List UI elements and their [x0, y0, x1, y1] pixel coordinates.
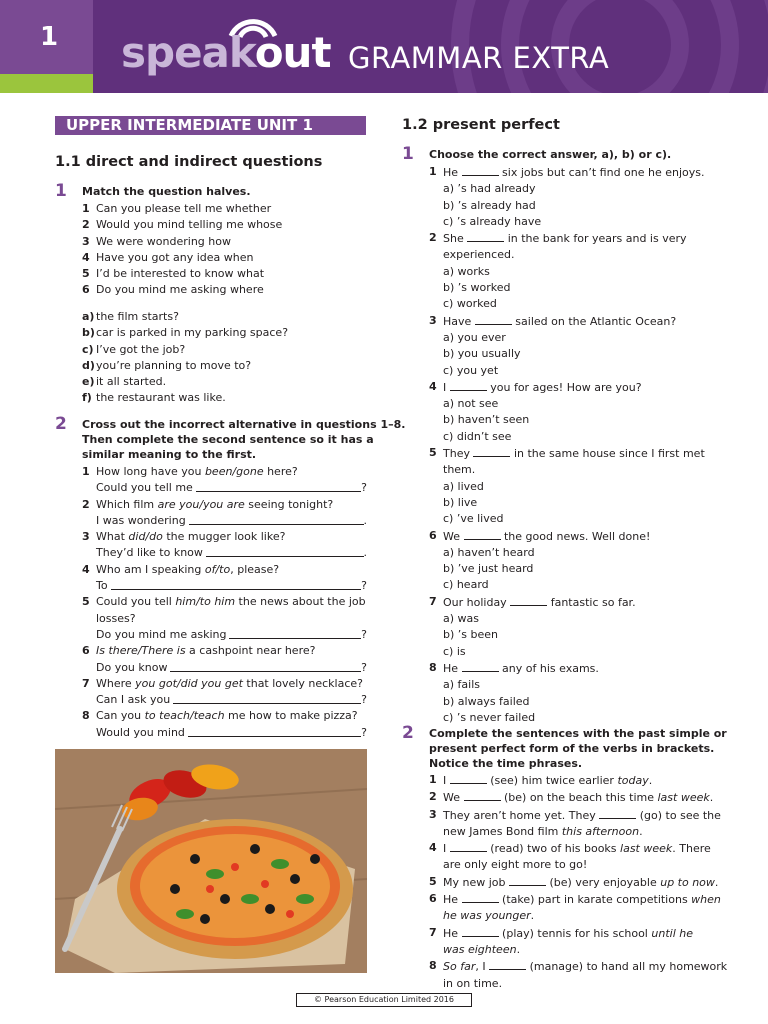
- list-item: [429, 840, 749, 857]
- answer-option[interactable]: a) works: [443, 264, 490, 278]
- rewrite-line: [82, 513, 367, 529]
- answer-option[interactable]: a) ’s had already: [443, 182, 536, 196]
- answer-option[interactable]: b) always failed: [443, 694, 530, 708]
- answer-option[interactable]: a) not see: [443, 397, 499, 411]
- item-continuation: was eighteen.: [443, 942, 521, 956]
- item-number: 5: [82, 267, 90, 281]
- item-continuation: losses?: [96, 611, 136, 625]
- list-item: [429, 379, 749, 396]
- item-text: Our holiday fantastic so far.: [443, 595, 636, 609]
- rewrite-lead: Do you mind me asking: [96, 627, 227, 641]
- item-number: 7: [82, 676, 90, 690]
- page-title: GRAMMAR EXTRA: [348, 41, 610, 75]
- item-number: 4: [429, 379, 437, 393]
- list-item: [82, 497, 367, 513]
- item-text: How long have you been/gone here?: [96, 465, 298, 478]
- item-text: the film starts?: [96, 310, 179, 323]
- answer-blank[interactable]: [173, 692, 361, 704]
- list-item: [82, 234, 282, 250]
- rewrite-lead: Would you mind: [96, 725, 185, 739]
- item-text: Who am I speaking of/to, please?: [96, 562, 280, 576]
- item-continuation: experienced.: [443, 248, 515, 262]
- list-item: [429, 660, 749, 677]
- answer-option[interactable]: b) ’s been: [443, 628, 498, 642]
- alternatives: Is there/There is: [96, 644, 186, 658]
- tab-accent: [0, 74, 93, 93]
- pizza-illustration: [55, 749, 367, 973]
- item-text: We the good news. Well done!: [443, 529, 651, 543]
- item-number: 8: [429, 660, 437, 674]
- item-number: 3: [82, 234, 90, 248]
- item-number: 5: [82, 595, 90, 609]
- item-letter: e): [82, 375, 95, 389]
- alternatives: him/to him: [175, 595, 236, 609]
- answer-blank[interactable]: [206, 545, 364, 557]
- rewrite-end: ?: [361, 481, 367, 495]
- rewrite-line: [82, 627, 367, 643]
- rewrite-end: ?: [361, 725, 367, 739]
- item-text: I (read) two of his books last week. There: [443, 842, 711, 856]
- item-text: What did/do the mugger look like?: [96, 530, 286, 544]
- answer-option[interactable]: c) didn’t see: [443, 429, 512, 443]
- question-halves-list: [82, 201, 282, 299]
- list-item: [429, 313, 749, 330]
- rewrite-line: [82, 725, 367, 741]
- item-text: We were wondering how: [96, 234, 231, 248]
- list-item: [82, 217, 282, 233]
- exercise-instruction: [429, 726, 727, 771]
- list-item: [429, 164, 749, 181]
- list-item: [82, 309, 288, 325]
- answer-blank[interactable]: [464, 789, 501, 801]
- answer-option[interactable]: b) live: [443, 495, 478, 509]
- item-number: 6: [82, 283, 90, 297]
- item-letter: f): [82, 391, 92, 405]
- answer-blank[interactable]: [450, 772, 487, 784]
- list-item: [82, 325, 288, 341]
- item-number: 2: [429, 790, 437, 804]
- item-text: you’re planning to move to?: [96, 358, 252, 372]
- answer-option[interactable]: a) was: [443, 612, 479, 626]
- rewrite-end: ?: [361, 693, 367, 707]
- rewrite-lead: I was wondering: [96, 513, 186, 527]
- list-item: [82, 529, 367, 545]
- item-continuation: are only eight more to go!: [443, 858, 588, 872]
- alternatives: to teach/teach: [144, 709, 225, 723]
- item-text: He any of his exams.: [443, 661, 599, 675]
- answer-blank[interactable]: [467, 230, 504, 242]
- item-text: My new job (be) very enjoyable up to now.: [443, 875, 719, 889]
- list-item: [82, 250, 282, 266]
- item-number: 2: [82, 497, 90, 511]
- rewrite-line: [82, 660, 367, 676]
- brand-speak: speak: [121, 28, 255, 77]
- list-item: [429, 807, 749, 824]
- brand-logo: [121, 28, 331, 78]
- item-number: 5: [429, 874, 437, 888]
- rewrite-end: ?: [361, 627, 367, 641]
- answer-blank[interactable]: [473, 445, 510, 457]
- answer-blank[interactable]: [462, 660, 499, 672]
- rewrite-lead: To: [96, 579, 108, 593]
- answer-blank[interactable]: [509, 874, 546, 886]
- rewrite-questions-list: [82, 464, 367, 741]
- answer-blank[interactable]: [196, 480, 361, 492]
- instruction-line: Cross out the incorrect alternative in questions 1–8.: [82, 418, 406, 431]
- answer-option[interactable]: c) worked: [443, 297, 497, 311]
- item-continuation: in on time.: [443, 976, 503, 990]
- alternatives: been/gone: [204, 465, 264, 478]
- item-number: 5: [429, 446, 437, 460]
- pizza-photo: [55, 749, 367, 973]
- answer-option[interactable]: b) ’s already had: [443, 198, 536, 212]
- item-number: 3: [429, 313, 437, 327]
- item-number: 1: [429, 165, 437, 178]
- answer-blank[interactable]: [462, 925, 499, 937]
- item-text: car is parked in my parking space?: [96, 326, 289, 340]
- list-item: [82, 562, 367, 578]
- time-phrase: he was younger: [443, 909, 531, 923]
- item-text: I’d be interested to know what: [96, 267, 265, 281]
- answer-option[interactable]: c) heard: [443, 578, 489, 592]
- list-item: [429, 528, 749, 545]
- item-text: Could you tell him/to him the news about the job: [96, 595, 366, 609]
- item-text: the restaurant was like.: [96, 391, 226, 405]
- unit-title-bar: UPPER INTERMEDIATE UNIT 1: [55, 116, 366, 135]
- rewrite-line: [82, 545, 367, 561]
- rewrite-lead: Can I ask you: [96, 693, 171, 707]
- item-text: We (be) on the beach this time last week.: [443, 791, 714, 805]
- list-item: [429, 891, 749, 908]
- item-continuation: them.: [443, 463, 476, 477]
- item-number: 2: [82, 218, 90, 232]
- item-number: 1: [429, 773, 437, 786]
- exercise-instruction: Match the question halves.: [82, 185, 251, 198]
- answer-option[interactable]: c) you yet: [443, 363, 499, 377]
- rewrite-line: [82, 692, 367, 708]
- alternatives: are you/you are: [157, 497, 245, 511]
- instruction-line: similar meaning to the first.: [82, 448, 257, 461]
- exercise-number: 1: [402, 144, 414, 164]
- list-item: [82, 390, 288, 406]
- answer-blank[interactable]: [599, 807, 636, 819]
- item-number: 6: [82, 644, 90, 658]
- brand-out: out: [254, 28, 331, 77]
- copyright-footer: © Pearson Education Limited 2016: [296, 993, 472, 1007]
- answer-option[interactable]: a) haven’t heard: [443, 545, 535, 559]
- list-item: [82, 594, 367, 610]
- rewrite-lead: Could you tell me: [96, 481, 193, 495]
- answer-option[interactable]: b) haven’t seen: [443, 413, 530, 427]
- alternatives: did/do: [128, 530, 163, 544]
- time-phrase: this afternoon: [561, 824, 640, 838]
- item-text: He (take) part in karate competitions when: [443, 893, 721, 907]
- answer-blank[interactable]: [510, 594, 547, 606]
- answer-option[interactable]: a) lived: [443, 479, 484, 493]
- item-number: 3: [429, 807, 437, 821]
- time-phrase: last week: [620, 842, 673, 856]
- item-text: Would you mind telling me whose: [96, 218, 283, 232]
- item-number: 1: [82, 465, 90, 478]
- section-heading-1-2: 1.2 present perfect: [402, 117, 560, 133]
- answer-blank[interactable]: [188, 725, 361, 737]
- item-letter: d): [82, 358, 95, 372]
- list-item: [429, 772, 749, 789]
- rewrite-end: ?: [361, 579, 367, 593]
- item-text: Where you got/did you get that lovely necklace?: [96, 676, 363, 690]
- list-item: [82, 358, 288, 374]
- item-continuation: he was younger.: [443, 909, 535, 923]
- item-text: She in the bank for years and is very: [443, 232, 687, 246]
- rewrite-lead: Do you know: [96, 660, 168, 674]
- unit-number: 1: [40, 22, 59, 52]
- verb-forms-list: [429, 772, 749, 992]
- instruction-line: present perfect form of the verbs in brackets.: [429, 742, 715, 755]
- rewrite-line: [82, 578, 367, 594]
- item-text: Is there/There is a cashpoint near here?: [96, 644, 316, 658]
- exercise-instruction: [82, 417, 405, 462]
- item-number: 4: [429, 841, 437, 855]
- item-text: They in the same house since I first met: [443, 447, 705, 461]
- list-item: [82, 374, 288, 390]
- item-text: He (play) tennis for his school until he: [443, 926, 693, 940]
- item-text: Can you to teach/teach me how to make pizza?: [96, 709, 358, 723]
- page-header: [0, 0, 768, 93]
- answer-option[interactable]: c) ’ve lived: [443, 512, 504, 526]
- exercise-number: 1: [55, 181, 67, 201]
- instruction-line: Notice the time phrases.: [429, 757, 583, 770]
- list-item: [429, 445, 749, 462]
- time-phrase: So far: [443, 960, 476, 974]
- item-number: 2: [429, 231, 437, 245]
- item-number: 7: [429, 925, 437, 939]
- answer-option[interactable]: c) ’s never failed: [443, 710, 536, 724]
- item-letter: a): [82, 310, 95, 323]
- section-heading-1-1: 1.1 direct and indirect questions: [55, 154, 323, 170]
- item-number: 1: [82, 202, 90, 215]
- item-letter: b): [82, 326, 95, 340]
- item-text: Have sailed on the Atlantic Ocean?: [443, 314, 677, 328]
- answer-blank[interactable]: [462, 891, 499, 903]
- item-text: Have you got any idea when: [96, 250, 254, 264]
- alternatives: you got/did you get: [135, 676, 243, 690]
- item-letter: c): [82, 342, 94, 356]
- instruction-line: Complete the sentences with the past simple or: [429, 727, 727, 740]
- item-number: 7: [429, 594, 437, 608]
- list-item: [429, 958, 749, 975]
- rewrite-end: .: [363, 546, 367, 560]
- list-item: [82, 342, 288, 358]
- rewrite-end: .: [363, 513, 367, 527]
- rewrite-lead: They’d like to know: [96, 546, 203, 560]
- list-item: [429, 789, 749, 806]
- answer-option[interactable]: b) ’ve just heard: [443, 562, 534, 576]
- answer-option[interactable]: c) is: [443, 644, 466, 658]
- answer-blank[interactable]: [489, 958, 526, 970]
- unit-tab: [0, 0, 93, 93]
- answer-option[interactable]: b) you usually: [443, 347, 521, 361]
- list-item: [82, 201, 282, 217]
- time-phrase: up to now: [660, 875, 715, 889]
- item-text: Do you mind me asking where: [96, 283, 264, 297]
- item-text: it all started.: [96, 375, 167, 389]
- time-phrase: when: [691, 893, 721, 907]
- answer-blank[interactable]: [170, 660, 361, 672]
- answer-blank[interactable]: [229, 627, 361, 639]
- list-item: [429, 925, 749, 942]
- multiple-choice-list: [429, 164, 749, 726]
- rewrite-line: [82, 480, 367, 496]
- time-phrase: was eighteen: [443, 942, 517, 956]
- item-number: 6: [429, 892, 437, 906]
- list-item: [82, 708, 367, 724]
- alternatives: of/to: [204, 562, 231, 576]
- answer-blank[interactable]: [475, 313, 512, 325]
- time-phrase: until he: [651, 926, 693, 940]
- item-text: They aren’t home yet. They (go) to see the: [443, 808, 721, 822]
- time-phrase: last week: [657, 791, 710, 805]
- item-number: 6: [429, 528, 437, 542]
- list-item: [429, 230, 749, 247]
- item-number: 3: [82, 530, 90, 544]
- item-text: So far, I (manage) to hand all my homework: [443, 960, 728, 974]
- item-number: 4: [82, 250, 90, 264]
- exercise-number: 2: [402, 723, 414, 743]
- list-item: [429, 874, 749, 891]
- item-number: 8: [429, 959, 437, 973]
- list-item: [82, 676, 367, 692]
- answer-option[interactable]: a) you ever: [443, 330, 506, 344]
- answer-blank[interactable]: [450, 840, 487, 852]
- item-number: 8: [82, 709, 90, 723]
- answer-blank[interactable]: [464, 528, 501, 540]
- answer-blank[interactable]: [111, 578, 362, 590]
- item-text: Can you please tell me whether: [96, 202, 272, 215]
- list-item: [429, 594, 749, 611]
- answer-option[interactable]: a) fails: [443, 678, 480, 692]
- instruction-line: Then complete the second sentence so it has a: [82, 433, 374, 446]
- item-text: He six jobs but can’t find one he enjoys.: [443, 166, 705, 179]
- list-item: [82, 282, 282, 298]
- rewrite-end: ?: [361, 660, 367, 674]
- item-text: Which film are you/you are seeing tonight?: [96, 497, 334, 511]
- answer-option[interactable]: b) ’s worked: [443, 281, 511, 295]
- item-continuation: new James Bond film this afternoon.: [443, 824, 643, 838]
- item-text: I’ve got the job?: [96, 342, 186, 356]
- answer-option[interactable]: c) ’s already have: [443, 214, 542, 228]
- answer-blank[interactable]: [450, 379, 487, 391]
- list-item: [82, 464, 367, 480]
- exercise-number: 2: [55, 414, 67, 434]
- item-text: I you for ages! How are you?: [443, 380, 642, 394]
- answer-blank[interactable]: [462, 164, 499, 176]
- list-item: [82, 643, 367, 659]
- list-item: [82, 266, 282, 282]
- item-number: 4: [82, 562, 90, 576]
- answer-halves-list: [82, 309, 288, 407]
- answer-blank[interactable]: [189, 513, 364, 525]
- exercise-instruction: Choose the correct answer, a), b) or c).: [429, 148, 672, 161]
- item-text: I (see) him twice earlier today.: [443, 774, 653, 787]
- time-phrase: today: [617, 774, 649, 787]
